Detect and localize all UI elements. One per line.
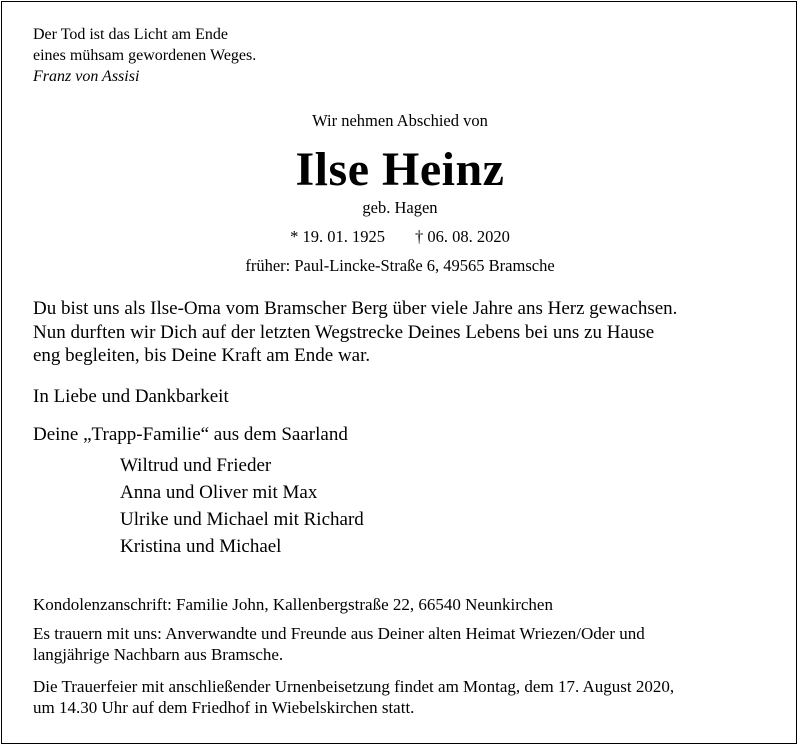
former-address: früher: Paul-Lincke-Straße 6, 49565 Bramsche: [245, 256, 555, 275]
life-dates: [0, 227, 800, 247]
birth-date: * 19. 01. 1925: [290, 227, 385, 246]
message-block: [33, 297, 677, 368]
family-member: Anna und Oliver mit Max: [120, 482, 318, 503]
message-line: eng begleiten, bis Deine Kraft am Ende war.: [33, 345, 371, 366]
ceremony-text: [33, 677, 674, 718]
message-line: Nun durften wir Dich auf der letzten Wegstrecke Deines Lebens bei uns zu Hause: [33, 321, 655, 343]
family-member: Kristina und Michael: [120, 536, 282, 557]
mourners-line: langjährige Nachbarn aus Bramsche.: [33, 644, 284, 664]
intro-text: Wir nehmen Abschied von: [312, 111, 488, 130]
ceremony-line: um 14.30 Uhr auf dem Friedhof in Wiebelskirchen statt.: [33, 697, 415, 717]
mourners-text: [33, 624, 645, 665]
closing-text: In Liebe und Dankbarkeit: [33, 386, 229, 407]
death-date: † 06. 08. 2020: [415, 227, 510, 246]
family-members: [120, 452, 364, 560]
mourners-line: Es trauern mit uns: Anverwandte und Freunde aus Deiner alten Heimat Wriezen/Oder und: [33, 624, 645, 643]
quote-line: Der Tod ist das Licht am Ende: [33, 26, 228, 43]
quote-line: eines mühsam gewordenen Weges.: [33, 47, 257, 64]
quote-author: Franz von Assisi: [33, 68, 140, 85]
family-member: Ulrike und Michael mit Richard: [120, 509, 364, 530]
birth-name: geb. Hagen: [362, 198, 438, 217]
family-member: Wiltrud und Frieder: [120, 455, 272, 476]
ceremony-line: Die Trauerfeier mit anschließender Urnenbeisetzung findet am Montag, dem 17. August 2020,: [33, 677, 675, 696]
condolence-address: Kondolenzanschrift: Familie John, Kallenbergstraße 22, 66540 Neunkirchen: [33, 595, 553, 614]
quote-block: [33, 24, 256, 87]
message-line: Du bist uns als Ilse-Oma vom Bramscher Berg über viele Jahre ans Herz gewachsen.: [33, 298, 678, 319]
family-title: Deine „Trapp-Familie“ aus dem Saarland: [33, 424, 348, 445]
deceased-name: Ilse Heinz: [295, 143, 505, 196]
